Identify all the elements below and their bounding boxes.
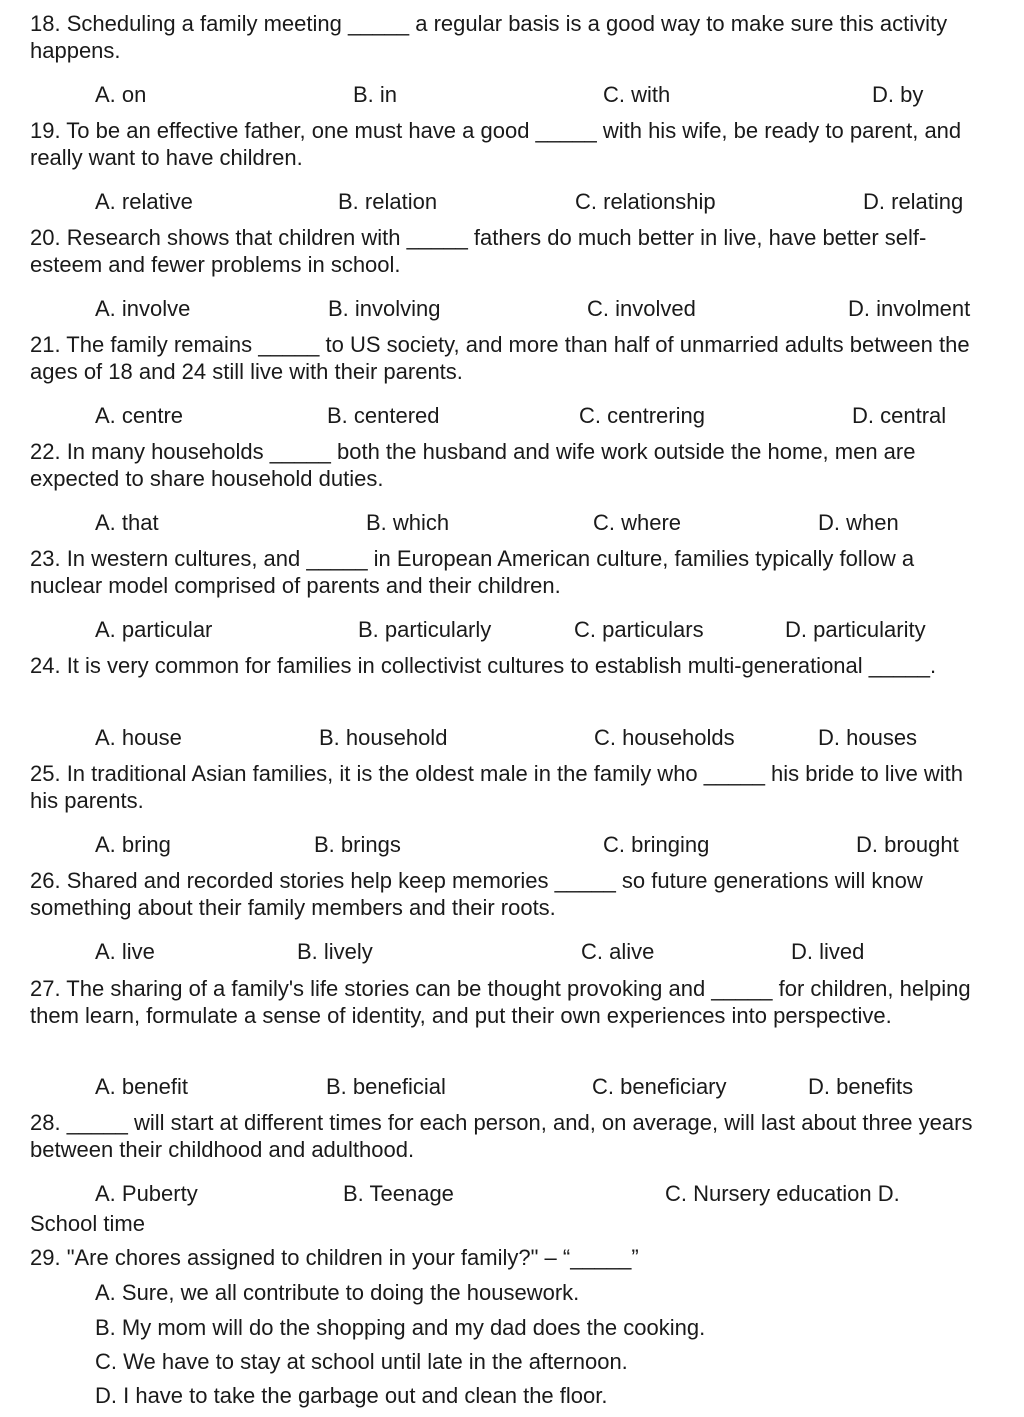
option-d[interactable]: D. houses: [818, 725, 918, 750]
option-b[interactable]: B. beneficial: [326, 1074, 446, 1099]
options-row-25: [0, 831, 1000, 858]
question-stem: 20. Research shows that children with _____ fathers do much better in live, have better self-esteem and fewer problems in school.: [30, 225, 927, 277]
option-a[interactable]: A. particular: [95, 617, 213, 642]
option-c[interactable]: C. particulars: [574, 617, 704, 642]
options-row-21: [0, 402, 1000, 429]
question-stem: 22. In many households _____ both the husband and wife work outside the home, men are expected to share household duties.: [30, 439, 916, 491]
question-stem: 29. "Are chores assigned to children in your family?" – “_____”: [30, 1245, 639, 1270]
option-d[interactable]: D. central: [852, 403, 947, 428]
options-row-27: [0, 1073, 1000, 1100]
question-26: [30, 867, 990, 921]
question-stem: 19. To be an effective father, one must have a good _____ with his wife, be ready to parent, and really want to have children.: [30, 118, 962, 170]
options-row-22: [0, 509, 1000, 536]
option-d-wrapped[interactable]: School time: [30, 1211, 145, 1236]
question-stem: 27. The sharing of a family's life stories can be thought provoking and _____ for children, helping them learn, formulate a sense of identity, and put their own experiences into perspective.: [30, 976, 971, 1028]
option-a[interactable]: A. involve: [95, 296, 191, 321]
option-c[interactable]: C. centrering: [579, 403, 705, 428]
option-d[interactable]: D. involment: [848, 296, 971, 321]
option-b[interactable]: B. centered: [327, 403, 440, 428]
option-a[interactable]: A. centre: [95, 403, 184, 428]
option-c[interactable]: C. with: [603, 82, 671, 107]
option-b[interactable]: B. particularly: [358, 617, 492, 642]
option-c[interactable]: C. involved: [587, 296, 696, 321]
option-b[interactable]: B. brings: [314, 832, 401, 857]
question-27: [30, 975, 990, 1029]
question-22: [30, 438, 990, 492]
option-c[interactable]: C. where: [593, 510, 682, 535]
options-row-18: [0, 81, 1000, 108]
option-d[interactable]: D. lived: [791, 939, 865, 964]
question-stem: 18. Scheduling a family meeting _____ a regular basis is a good way to make sure this activity happens.: [30, 11, 948, 63]
option-b[interactable]: B. household: [319, 725, 448, 750]
option-c[interactable]: C. bringing: [603, 832, 710, 857]
option-c[interactable]: C. alive: [581, 939, 655, 964]
option-d[interactable]: D. relating: [863, 189, 964, 214]
option-b[interactable]: B. My mom will do the shopping and my dad does the cooking.: [95, 1315, 706, 1340]
option-d[interactable]: D. particularity: [785, 617, 926, 642]
option-b[interactable]: B. Teenage: [343, 1181, 454, 1206]
question-29: [30, 1244, 990, 1271]
question-stem: 28. _____ will start at different times for each person, and, on average, will last about three years between their childhood and adulthood.: [30, 1110, 973, 1162]
option-d[interactable]: D. by: [872, 82, 924, 107]
options-row-20: [0, 295, 1000, 322]
option-c[interactable]: C. We have to stay at school until late in the afternoon.: [95, 1349, 628, 1374]
option-b[interactable]: B. in: [353, 82, 398, 107]
question-25: [30, 760, 990, 814]
question-stem: 21. The family remains _____ to US society, and more than half of unmarried adults between the ages of 18 and 24 still live with their parents.: [30, 332, 970, 384]
question-24: [30, 652, 990, 679]
question-28: [30, 1109, 990, 1163]
option-c[interactable]: C. households: [594, 725, 735, 750]
option-a[interactable]: A. live: [95, 939, 155, 964]
option-d[interactable]: D. when: [818, 510, 899, 535]
option-d[interactable]: D. benefits: [808, 1074, 914, 1099]
question-stem: 25. In traditional Asian families, it is the oldest male in the family who _____ his bride to live with his parents.: [30, 761, 964, 813]
question-20: [30, 224, 990, 278]
options-row-23: [0, 616, 1000, 643]
question-stem: 26. Shared and recorded stories help keep memories _____ so future generations will know something about their family members and their roots.: [30, 868, 923, 920]
question-stem: 24. It is very common for families in collectivist cultures to establish multi-generational _____.: [30, 653, 937, 678]
question-23: [30, 545, 990, 599]
options-row-19: [0, 188, 1000, 215]
option-a[interactable]: A. bring: [95, 832, 171, 857]
option-a[interactable]: A. Sure, we all contribute to doing the housework.: [95, 1280, 580, 1305]
option-a[interactable]: A. Puberty: [95, 1181, 198, 1206]
option-d[interactable]: D. brought: [856, 832, 959, 857]
options-row-24: [0, 724, 1000, 751]
option-b[interactable]: B. relation: [338, 189, 438, 214]
option-a[interactable]: A. on: [95, 82, 147, 107]
question-18: [30, 10, 990, 64]
question-21: [30, 331, 990, 385]
option-c[interactable]: C. relationship: [575, 189, 716, 214]
option-a[interactable]: A. that: [95, 510, 159, 535]
option-d[interactable]: D. I have to take the garbage out and clean the floor.: [95, 1383, 608, 1408]
question-19: [30, 117, 990, 171]
option-a[interactable]: A. house: [95, 725, 182, 750]
option-b[interactable]: B. which: [366, 510, 450, 535]
option-a[interactable]: A. relative: [95, 189, 193, 214]
option-c[interactable]: C. Nursery education D.: [665, 1181, 900, 1206]
option-c[interactable]: C. beneficiary: [592, 1074, 727, 1099]
option-b[interactable]: B. involving: [328, 296, 441, 321]
option-b[interactable]: B. lively: [297, 939, 373, 964]
options-row-28: [0, 1180, 1000, 1207]
options-row-26: [0, 938, 1000, 965]
question-stem: 23. In western cultures, and _____ in European American culture, families typically follow a nuclear model comprised of parents and their children.: [30, 546, 915, 598]
option-a[interactable]: A. benefit: [95, 1074, 188, 1099]
